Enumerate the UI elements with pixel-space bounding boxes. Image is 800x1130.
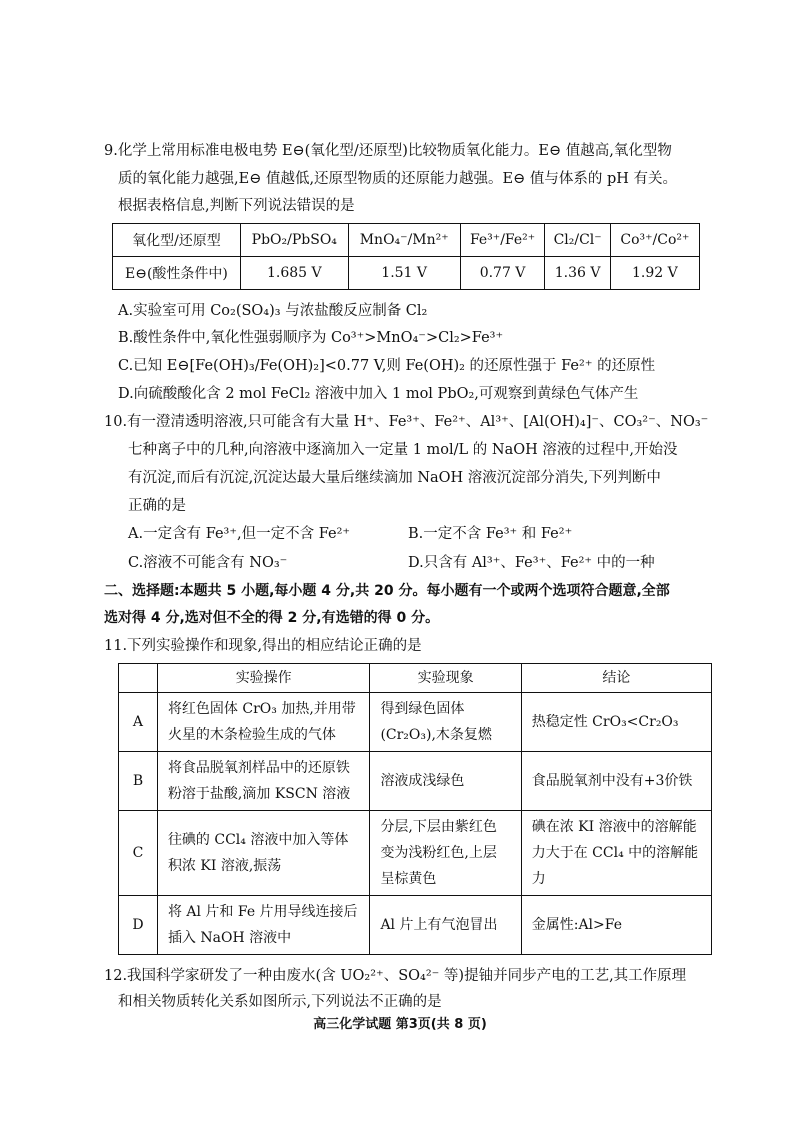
q10-stem-line1: 10.有一澄清透明溶液,只可能含有大量 H⁺、Fe³⁺、Fe²⁺、Al³⁺、[Al(OH)₄]⁻、CO₃²⁻、NO₃⁻ (104, 414, 709, 430)
q9-option-d: D.向硫酸酸化含 2 mol FeCl₂ 溶液中加入 1 mol PbO₂,可观察到黄绿色气体产生 (118, 386, 639, 402)
phenomenon-cell: 溶液成浅绿色 (370, 752, 521, 811)
q9-option-a: A.实验室可用 Co₂(SO₄)₃ 与浓盐酸反应制备 Cl₂ (118, 303, 428, 319)
operation-cell: 将红色固体 CrO₃ 加热,并用带火星的木条检验生成的气体 (157, 693, 370, 752)
conclusion-cell: 碘在浓 KI 溶液中的溶解能力大于在 CCl₄ 中的溶解能力 (521, 811, 711, 896)
q10-option-d: D.只含有 Al³⁺、Fe³⁺、Fe²⁺ 中的一种 (408, 555, 655, 571)
table-header-row (119, 664, 712, 693)
table-cell: Cl₂/Cl⁻ (545, 224, 610, 257)
table-row (113, 224, 700, 257)
table-row (119, 896, 712, 955)
table-cell: Co³⁺/Co²⁺ (610, 224, 699, 257)
q9-stem-line3: 根据表格信息,判断下列说法错误的是 (118, 198, 355, 214)
table-cell: 氧化型/还原型 (113, 224, 241, 257)
table-header-operation: 实验操作 (157, 664, 370, 693)
table-cell: PbO₂/PbSO₄ (240, 224, 348, 257)
row-label: C (119, 811, 158, 896)
q9-potential-table (112, 223, 700, 290)
table-row (119, 693, 712, 752)
table-row (119, 752, 712, 811)
table-cell: Fe³⁺/Fe²⁺ (460, 224, 545, 257)
q12-stem-line2: 和相关物质转化关系如图所示,下列说法不正确的是 (118, 994, 442, 1010)
page-footer: 高三化学试题 第3页(共 8 页) (313, 1017, 487, 1032)
row-label: B (119, 752, 158, 811)
q10-stem-line3: 有沉淀,而后有沉淀,沉淀达最大量后继续滴加 NaOH 溶液沉淀部分消失,下列判断中 (128, 470, 661, 486)
table-cell: 1.36 V (545, 257, 610, 290)
q9-option-c: C.已知 E⊖[Fe(OH)₃/Fe(OH)₂]<0.77 V,则 Fe(OH)₂ 的还原性强于 Fe²⁺ 的还原性 (118, 358, 656, 374)
q9-stem-line2: 质的氧化能力越强,E⊖ 值越低,还原型物质的还原能力越强。E⊖ 值与体系的 pH 有关。 (118, 171, 678, 187)
operation-cell: 往碘的 CCl₄ 溶液中加入等体积浓 KI 溶液,振荡 (157, 811, 370, 896)
q10-option-a: A.一定含有 Fe³⁺,但一定不含 Fe²⁺ (128, 526, 351, 542)
q9-stem-line1: 9.化学上常用标准电极电势 E⊖(氧化型/还原型)比较物质氧化能力。E⊖ 值越高,氧化型物 (104, 143, 672, 159)
section2-heading-line1: 二、选择题:本题共 5 小题,每小题 4 分,共 20 分。每小题有一个或两个选项符合题意,全部 (104, 583, 670, 599)
phenomenon-cell: Al 片上有气泡冒出 (370, 896, 521, 955)
conclusion-cell: 食品脱氧剂中没有+3价铁 (521, 752, 711, 811)
table-cell: 1.92 V (610, 257, 699, 290)
q9-option-b: B.酸性条件中,氧化性强弱顺序为 Co³⁺>MnO₄⁻>Cl₂>Fe³⁺ (118, 330, 504, 346)
table-cell: 0.77 V (460, 257, 545, 290)
phenomenon-cell: 分层,下层由紫红色变为浅粉红色,上层呈棕黄色 (370, 811, 521, 896)
q11-experiment-table (118, 663, 712, 955)
table-header-phenomenon: 实验现象 (370, 664, 521, 693)
row-label: A (119, 693, 158, 752)
operation-cell: 将 Al 片和 Fe 片用导线连接后插入 NaOH 溶液中 (157, 896, 370, 955)
table-cell: 1.685 V (240, 257, 348, 290)
table-cell (119, 664, 158, 693)
q10-stem-line2: 七种离子中的几种,向溶液中逐滴加入一定量 1 mol/L 的 NaOH 溶液的过程中,开始没 (128, 442, 678, 458)
conclusion-cell: 金属性:Al>Fe (521, 896, 711, 955)
table-header-conclusion: 结论 (521, 664, 711, 693)
conclusion-cell: 热稳定性 CrO₃<Cr₂O₃ (521, 693, 711, 752)
q10-stem-line4: 正确的是 (128, 498, 186, 514)
q12-stem-line1: 12.我国科学家研发了一种由废水(含 UO₂²⁺、SO₄²⁻ 等)提铀并同步产电的工艺,其工作原理 (104, 968, 687, 984)
q11-stem: 11.下列实验操作和现象,得出的相应结论正确的是 (104, 638, 422, 654)
table-cell: 1.51 V (348, 257, 460, 290)
q10-option-c: C.溶液不可能含有 NO₃⁻ (128, 555, 288, 571)
q10-option-b: B.一定不含 Fe³⁺ 和 Fe²⁺ (408, 526, 573, 542)
phenomenon-cell: 得到绿色固体(Cr₂O₃),木条复燃 (370, 693, 521, 752)
table-row (113, 257, 700, 290)
table-row (119, 811, 712, 896)
table-cell: MnO₄⁻/Mn²⁺ (348, 224, 460, 257)
row-label: D (119, 896, 158, 955)
section2-heading-line2: 选对得 4 分,选对但不全的得 2 分,有选错的得 0 分。 (104, 610, 440, 626)
operation-cell: 将食品脱氧剂样品中的还原铁粉溶于盐酸,滴加 KSCN 溶液 (157, 752, 370, 811)
table-cell: E⊖(酸性条件中) (113, 257, 241, 290)
